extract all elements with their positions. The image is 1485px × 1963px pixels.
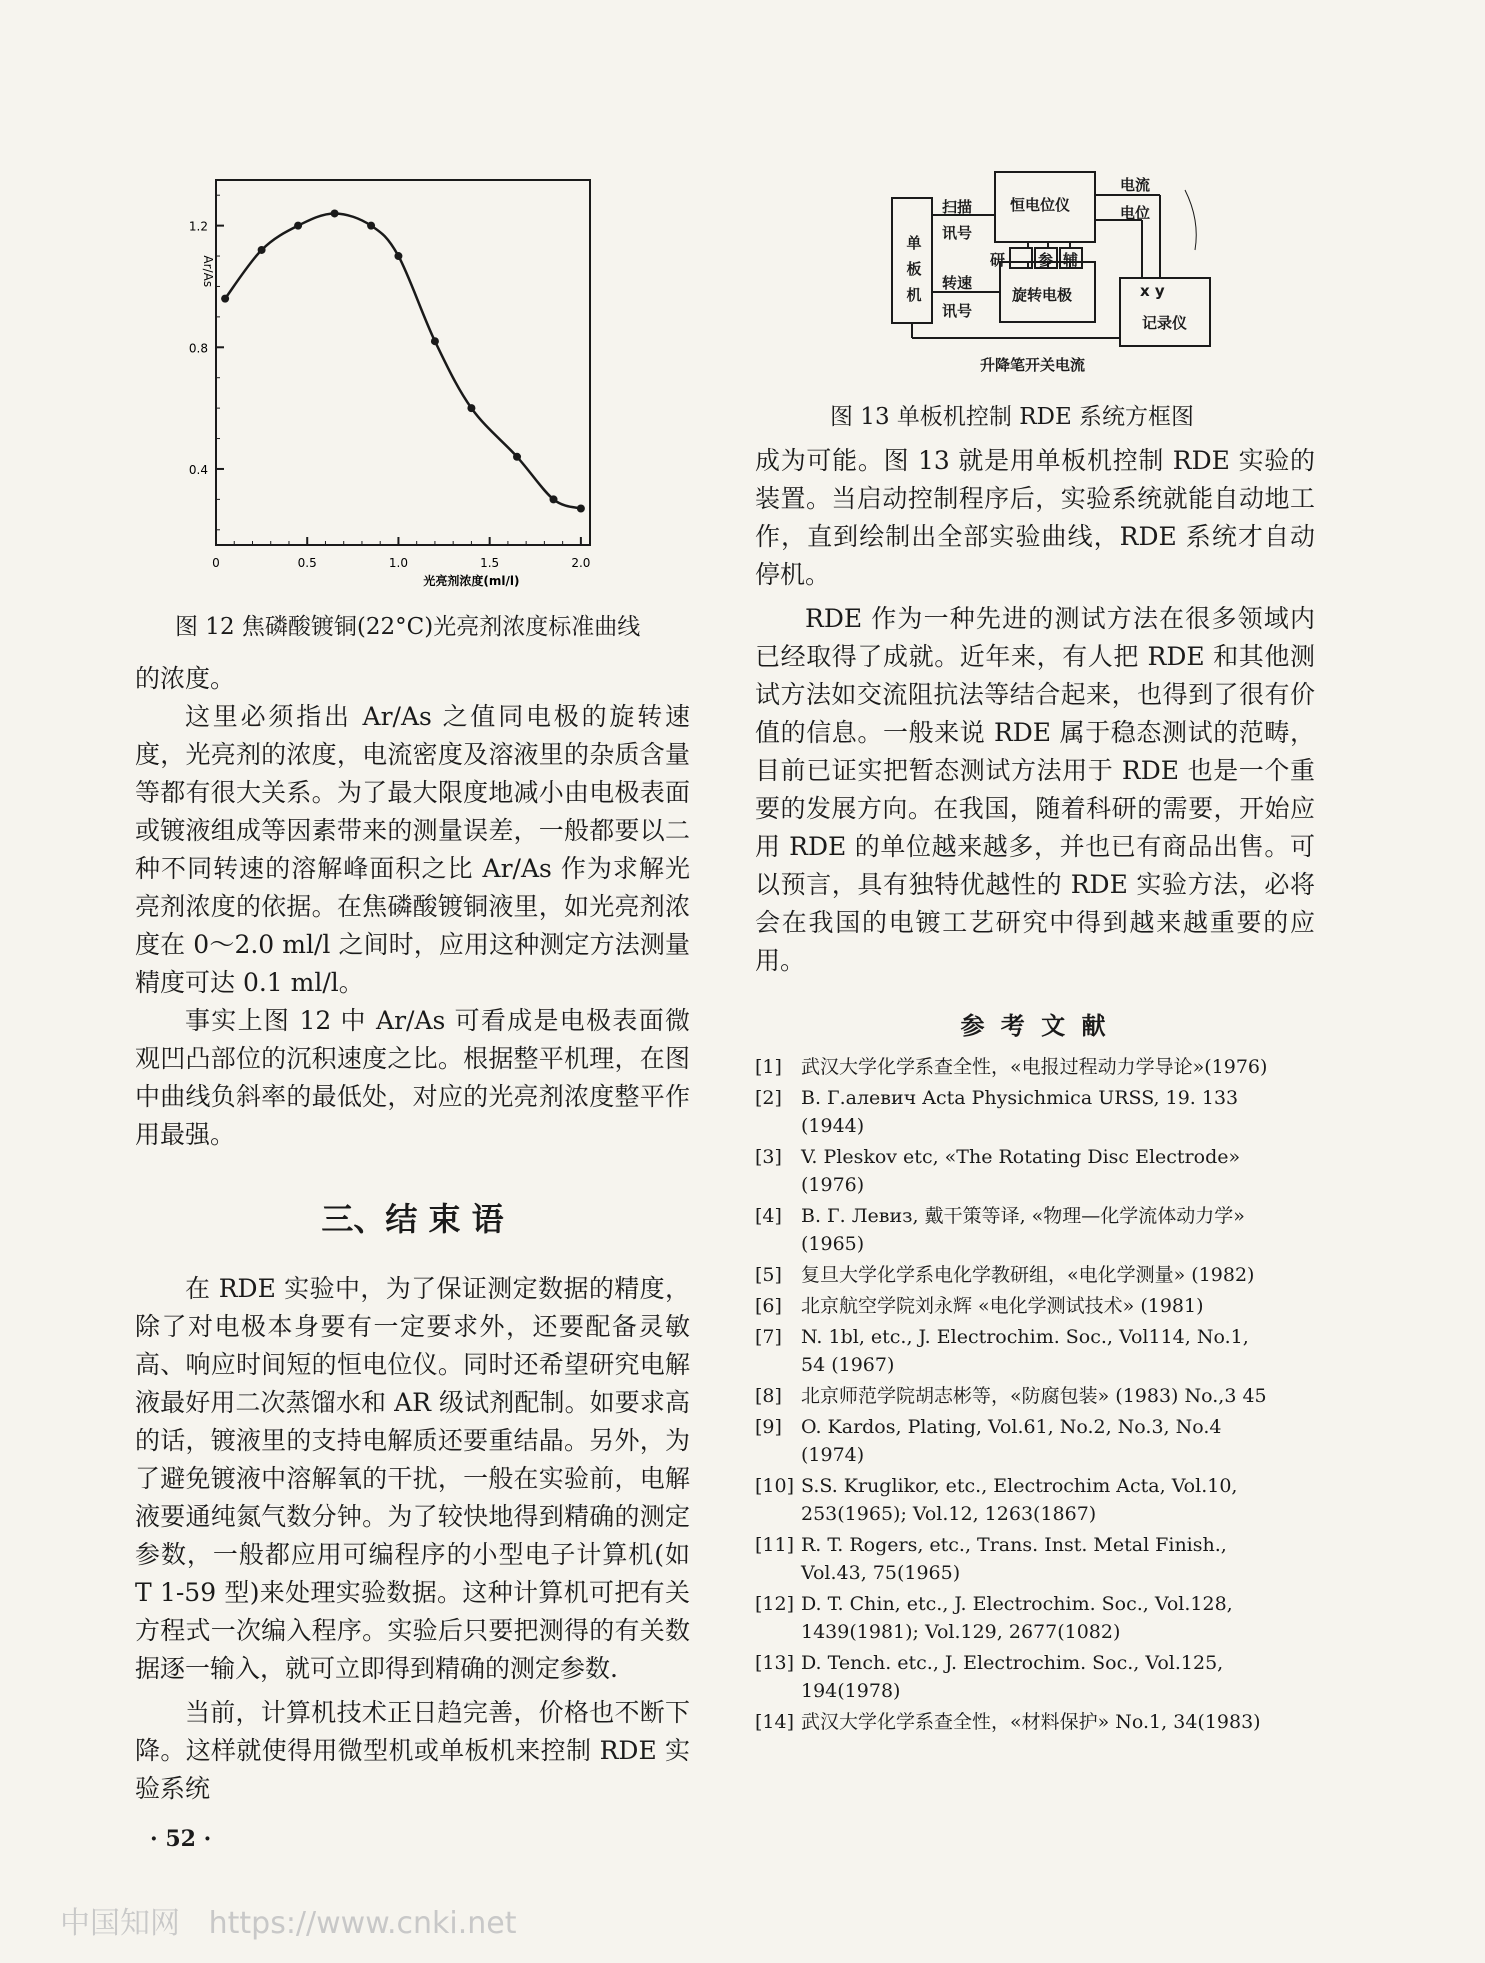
scan-label: 扫描 xyxy=(942,198,973,216)
data-point xyxy=(294,222,302,230)
reference-item xyxy=(755,1649,1315,1705)
electrode-fu: 辅 xyxy=(1063,251,1079,269)
mcu-label: 单 板 机 xyxy=(906,234,922,304)
speed-signal-label: 讯号 xyxy=(942,302,973,320)
reference-number: [1] xyxy=(755,1056,782,1078)
reference-item xyxy=(755,1323,1315,1379)
data-point xyxy=(331,209,339,217)
x-axis-label: 光亮剂浓度(ml/l) xyxy=(423,574,520,588)
reference-text: 复旦大学化学系电化学教研组，«电化学测量» (1982) xyxy=(801,1264,1255,1286)
reference-text: D. Tench. etc., J. Electrochim. Soc., Vol.125, xyxy=(801,1652,1224,1674)
paragraph: 这里必须指出 Ar/As 之值同电极的旋转速度，光亮剂的浓度，电流密度及溶液里的杂质含量等都有很大关系。为了最大限度地减小由电极表面或镀液组成等因素带来的测量误差，一般都要以二种不同转速的溶解峰面积之比 Ar/As 作为求解光亮剂浓度的依据。在焦磷酸镀铜液里，如光亮剂浓度在 0～2.0 ml/l 之间时，应用这种测定方法测量精度可达 0.1 ml/l。 xyxy=(135,702,690,997)
x-tick-label: 0 xyxy=(212,556,220,570)
reference-number: [5] xyxy=(755,1264,782,1286)
reference-text-continued: (1976) xyxy=(801,1174,865,1196)
y-tick-label: 0.4 xyxy=(188,462,208,477)
page-number: · 52 · xyxy=(150,1826,212,1852)
plot-frame xyxy=(216,180,590,545)
reference-number: [10] xyxy=(755,1475,795,1497)
recorder-label: 记录仪 xyxy=(1142,314,1188,332)
figure-12-caption: 图 12 焦磷酸镀铜(22°C)光亮剂浓度标准曲线 xyxy=(175,614,641,640)
y-tick-label: 1.2 xyxy=(188,219,208,234)
watermark: 中国知网 https://www.cnki.net xyxy=(60,1906,517,1941)
paragraph-continued: 的浓度。 xyxy=(135,664,236,693)
figure-13-caption: 图 13 单板机控制 RDE 系统方框图 xyxy=(830,404,1195,430)
potential-label: 电位 xyxy=(1120,204,1151,222)
paragraph: 事实上图 12 中 Ar/As 可看成是电极表面微观凹凸部位的沉积速度之比。根据整平机理，在图中曲线负斜率的最低处，对应的光亮剂浓度整平作用最强。 xyxy=(135,1006,690,1149)
x-tick-label: 1.5 xyxy=(480,556,500,570)
electrode-can: 参 xyxy=(1038,251,1054,269)
reference-number: [3] xyxy=(755,1146,782,1168)
reference-item xyxy=(755,1084,1315,1140)
reference-number: [6] xyxy=(755,1295,782,1317)
x-tick-label: 1.0 xyxy=(388,556,408,570)
figure-13 xyxy=(880,160,1320,385)
reference-text: 北京师范学院胡志彬等，«防腐包装» (1983) No.,3 45 xyxy=(801,1385,1267,1407)
paragraph: 在 RDE 实验中，为了保证测定数据的精度，除了对电极本身要有一定要求外，还要配备灵敏高、响应时间短的恒电位仪。同时还希望研究电解液最好用二次蒸馏水和 AR 级试剂配制。如要求高的话，镀液里的支持电解质还要重结晶。另外，为了避免镀液中溶解氧的干扰，一般在实验前，电解液要通纯氮气数分钟。为了较快地得到精确的测定参数，一般都应用可编程序的小型电子计算机(如 T 1-59 型)来处理实验数据。这种计算机可把有关方程式一次编入程序。实验后只要把测得的有关数据逐一输入，就可立即得到精确的测定参数. xyxy=(135,1274,690,1683)
reference-item xyxy=(755,1261,1315,1289)
reference-item xyxy=(755,1531,1315,1587)
reference-item xyxy=(755,1202,1315,1258)
data-point xyxy=(394,252,402,260)
reference-item xyxy=(755,1382,1315,1410)
reference-text: S.S. Kruglikor, etc., Electrochim Acta, Vol.10, xyxy=(801,1475,1238,1497)
reference-number: [13] xyxy=(755,1652,795,1674)
data-point xyxy=(467,404,475,412)
right-column xyxy=(755,442,1315,1739)
data-point xyxy=(513,453,521,461)
data-point xyxy=(221,295,229,303)
reference-item xyxy=(755,1143,1315,1199)
reference-item xyxy=(755,1413,1315,1469)
reference-text: D. T. Chin, etc., J. Electrochim. Soc., Vol.128, xyxy=(801,1593,1233,1615)
reference-text-continued: (1974) xyxy=(801,1444,865,1466)
paragraph-continued: 成为可能。图 13 就是用单板机控制 RDE 实验的装置。当启动控制程序后，实验系统就能自动地工作，直到绘制出全部实验曲线，RDE 系统才自动停机。 xyxy=(755,446,1315,589)
recorder-xy-label: x y xyxy=(1140,282,1165,300)
paragraph: RDE 作为一种先进的测试方法在很多领域内已经取得了成就。近年来，有人把 RDE 和其他测试方法如交流阻抗法等结合起来，也得到了很有价值的信息。一般来说 RDE 属于稳态测试的范畴，目前已证实把暂态测试方法用于 RDE 也是一个重要的发展方向。在我国，随着科研的需要，开始应用 RDE 的单位越来越多，并也已有商品出售。可以预言，具有独特优越性的 RDE 实验方法，必将会在我国的电镀工艺研究中得到越来越重要的应用。 xyxy=(755,604,1315,975)
reference-text: 武汉大学化学系查全性，«电报过程动力学导论»(1976) xyxy=(801,1056,1268,1078)
references-list xyxy=(755,1053,1315,1736)
reference-text: V. Pleskov etc, «The Rotating Disc Electrode» xyxy=(801,1146,1241,1168)
data-point xyxy=(258,246,266,254)
data-point xyxy=(577,505,585,513)
data-point xyxy=(550,495,558,503)
pen-current-label: 升降笔开关电流 xyxy=(980,356,1086,374)
reference-number: [11] xyxy=(755,1534,795,1556)
reference-number: [4] xyxy=(755,1205,782,1227)
reference-text: R. T. Rogers, etc., Trans. Inst. Metal Finish., xyxy=(801,1534,1227,1556)
reference-number: [14] xyxy=(755,1711,795,1733)
reference-text-continued: (1944) xyxy=(801,1115,865,1137)
current-label: 电流 xyxy=(1120,176,1151,194)
y-axis-label: Ar/As xyxy=(201,255,215,288)
reference-text: 武汉大学化学系查全性，«材料保护» No.1, 34(1983) xyxy=(801,1711,1261,1733)
references-title: 参 考 文 献 xyxy=(960,1011,1110,1040)
paragraph: 当前，计算机技术正日趋完善，价格也不断下降。这样就使得用微型机或单板机来控制 RDE 实验系统 xyxy=(135,1698,690,1803)
reference-text: 北京航空学院刘永辉 «电化学测试技术» (1981) xyxy=(801,1295,1204,1317)
reference-item xyxy=(755,1590,1315,1646)
reference-number: [7] xyxy=(755,1326,782,1348)
reference-text-continued: 1439(1981); Vol.129, 2677(1082) xyxy=(801,1621,1121,1643)
reference-text: N. 1bl, etc., J. Electrochim. Soc., Vol114, No.1, xyxy=(801,1326,1249,1348)
potentiostat-label: 恒电位仪 xyxy=(1010,196,1071,214)
x-tick-label: 0.5 xyxy=(297,556,317,570)
electrode-yan: 研 xyxy=(990,251,1006,269)
reference-number: [8] xyxy=(755,1385,782,1407)
y-tick-label: 0.8 xyxy=(188,341,208,356)
reference-text-continued: Vol.43, 75(1965) xyxy=(801,1562,961,1584)
section-title: 三、结 束 语 xyxy=(321,1200,504,1238)
scan-signal-label: 讯号 xyxy=(942,224,973,242)
reference-number: [9] xyxy=(755,1416,782,1438)
rde-label: 旋转电极 xyxy=(1012,286,1073,304)
reference-text-continued: 253(1965); Vol.12, 1263(1867) xyxy=(801,1503,1097,1525)
chart-12 xyxy=(150,160,610,600)
series-line xyxy=(225,213,581,508)
reference-text: O. Kardos, Plating, Vol.61, No.2, No.3, No.4 xyxy=(801,1416,1222,1438)
data-point xyxy=(367,222,375,230)
reference-item xyxy=(755,1053,1315,1081)
reference-text-continued: 54 (1967) xyxy=(801,1354,895,1376)
reference-item xyxy=(755,1472,1315,1528)
figure-12 xyxy=(150,160,610,600)
reference-text: B. Г. Левиз, 戴干策等译, «物理—化学流体动力学» xyxy=(801,1205,1245,1227)
reference-text-continued: (1965) xyxy=(801,1233,865,1255)
left-column xyxy=(135,660,690,1808)
speed-label: 转速 xyxy=(942,274,973,292)
reference-number: [12] xyxy=(755,1593,795,1615)
reference-item xyxy=(755,1708,1315,1736)
reference-text-continued: 194(1978) xyxy=(801,1680,901,1702)
reference-number: [2] xyxy=(755,1087,782,1109)
x-tick-label: 2.0 xyxy=(571,556,591,570)
reference-item xyxy=(755,1292,1315,1320)
reference-text: B. Г.алевич Acta Physichmica URSS, 19. 133 xyxy=(801,1087,1239,1109)
data-point xyxy=(431,337,439,345)
